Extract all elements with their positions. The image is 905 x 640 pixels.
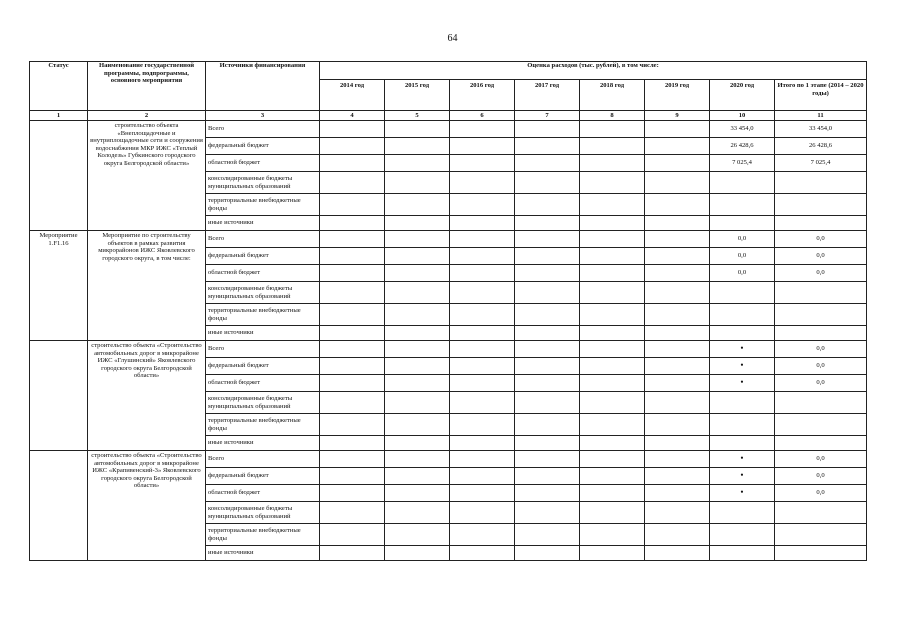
value-cell-empty [580,375,645,392]
value-cell-empty [450,304,515,326]
value-cell-empty [645,155,710,172]
header-year: 2019 год [645,80,710,111]
value-cell-empty [450,451,515,468]
value-cell-empty [580,216,645,231]
value-cell-empty [515,216,580,231]
value-cell-empty [580,248,645,265]
value-cell-empty [580,231,645,248]
value-total [775,326,867,341]
value-2020: 33 454,0 [710,121,775,138]
value-cell-empty [515,155,580,172]
value-cell-empty [645,468,710,485]
value-cell-empty [320,358,385,375]
value-cell-empty [645,194,710,216]
column-number: 4 [320,111,385,121]
value-cell-empty [450,485,515,502]
table-row [30,341,867,358]
value-cell-empty [450,326,515,341]
funding-source-label: иные источники [206,546,320,561]
value-2020: • [710,468,775,485]
value-total [775,502,867,524]
value-cell-empty [515,194,580,216]
header-year: 2016 год [450,80,515,111]
value-cell-empty [385,248,450,265]
value-cell-empty [385,194,450,216]
value-cell-empty [320,265,385,282]
value-cell-empty [450,468,515,485]
value-cell-empty [580,436,645,451]
value-cell-empty [385,231,450,248]
header-year: 2017 год [515,80,580,111]
value-cell-empty [320,304,385,326]
value-cell-empty [515,231,580,248]
funding-source-label: территориальные внебюджетные фонды [206,414,320,436]
row-activity-name: Мероприятие по строительству объектов в рамках развития микрорайонов ИЖС Яковлевского городского округа, в том числе: [88,231,206,341]
value-cell-empty [450,341,515,358]
value-cell-empty [645,231,710,248]
value-2020 [710,194,775,216]
funding-source-label: иные источники [206,216,320,231]
value-cell-empty [320,468,385,485]
value-cell-empty [450,231,515,248]
header-year: 2015 год [385,80,450,111]
value-cell-empty [515,248,580,265]
value-cell-empty [320,502,385,524]
value-cell-empty [320,172,385,194]
value-cell-empty [645,451,710,468]
value-total: 0,0 [775,451,867,468]
value-cell-empty [645,375,710,392]
value-2020 [710,436,775,451]
funding-source-label: Всего [206,231,320,248]
value-total [775,392,867,414]
column-number: 2 [88,111,206,121]
value-cell-empty [580,502,645,524]
value-cell-empty [645,282,710,304]
funding-source-label: иные источники [206,436,320,451]
value-2020: • [710,485,775,502]
value-cell-empty [450,194,515,216]
value-cell-empty [515,341,580,358]
value-2020 [710,524,775,546]
value-total: 0,0 [775,485,867,502]
funding-source-label: федеральный бюджет [206,138,320,155]
value-cell-empty [580,326,645,341]
value-cell-empty [385,265,450,282]
funding-source-label: консолидированные бюджеты муниципальных образований [206,172,320,194]
value-total [775,546,867,561]
value-cell-empty [385,155,450,172]
row-status: Мероприятие 1.F1.16 [30,231,88,341]
value-2020 [710,392,775,414]
value-cell-empty [580,392,645,414]
value-cell-empty [320,546,385,561]
header-estimate: Оценка расходов (тыс. рублей), в том числе: [320,62,867,80]
value-total [775,216,867,231]
value-total: 0,0 [775,341,867,358]
value-cell-empty [580,358,645,375]
value-cell-empty [580,121,645,138]
funding-source-label: консолидированные бюджеты муниципальных образований [206,282,320,304]
column-number: 6 [450,111,515,121]
value-cell-empty [385,546,450,561]
value-total: 26 428,6 [775,138,867,155]
value-cell-empty [645,358,710,375]
funding-source-label: территориальные внебюджетные фонды [206,194,320,216]
value-cell-empty [580,194,645,216]
value-cell-empty [580,155,645,172]
column-number: 8 [580,111,645,121]
value-cell-empty [645,524,710,546]
value-cell-empty [320,341,385,358]
value-2020: • [710,358,775,375]
header-name: Наименование государственной программы, подпрограммы, основного мероприятия [88,62,206,111]
value-cell-empty [580,341,645,358]
value-2020 [710,546,775,561]
value-2020 [710,304,775,326]
funding-source-label: федеральный бюджет [206,248,320,265]
value-2020: 7 025,4 [710,155,775,172]
value-total: 33 454,0 [775,121,867,138]
value-total: 0,0 [775,375,867,392]
value-cell-empty [645,546,710,561]
value-cell-empty [450,172,515,194]
column-number: 1 [30,111,88,121]
value-2020: 0,0 [710,265,775,282]
value-cell-empty [580,546,645,561]
row-activity-name: строительство объекта «Внеплощадочные и внутриплощадочные сети и сооружения водоснабжения МКР ИЖС «Теплый Колодезь» Губкинского городского округа Белгородской области» [88,121,206,231]
value-cell-empty [645,304,710,326]
funding-source-label: Всего [206,341,320,358]
funding-source-label: консолидированные бюджеты муниципальных образований [206,392,320,414]
value-total [775,282,867,304]
value-cell-empty [385,502,450,524]
value-cell-empty [515,414,580,436]
value-cell-empty [515,304,580,326]
value-cell-empty [385,451,450,468]
value-cell-empty [320,282,385,304]
value-2020 [710,172,775,194]
value-cell-empty [450,265,515,282]
value-cell-empty [450,436,515,451]
value-cell-empty [450,138,515,155]
header-year: 2018 год [580,80,645,111]
value-total [775,194,867,216]
value-cell-empty [580,138,645,155]
value-cell-empty [450,546,515,561]
funding-source-label: Всего [206,451,320,468]
value-cell-empty [515,468,580,485]
value-cell-empty [450,375,515,392]
value-cell-empty [385,392,450,414]
value-total: 0,0 [775,358,867,375]
expenditure-table [29,61,867,561]
value-cell-empty [580,304,645,326]
header-year: 2014 год [320,80,385,111]
value-cell-empty [645,216,710,231]
header-year: 2020 год [710,80,775,111]
header-status: Статус [30,62,88,111]
value-total: 0,0 [775,231,867,248]
funding-source-label: областной бюджет [206,265,320,282]
value-2020 [710,216,775,231]
value-cell-empty [515,436,580,451]
value-2020: • [710,375,775,392]
row-status [30,341,88,451]
value-cell-empty [515,138,580,155]
value-cell-empty [580,265,645,282]
funding-source-label: Всего [206,121,320,138]
value-cell-empty [515,172,580,194]
value-cell-empty [385,138,450,155]
value-2020: • [710,341,775,358]
value-cell-empty [320,138,385,155]
value-cell-empty [580,282,645,304]
value-2020: 0,0 [710,231,775,248]
value-total: 0,0 [775,248,867,265]
column-number: 5 [385,111,450,121]
value-cell-empty [645,265,710,282]
funding-source-label: областной бюджет [206,375,320,392]
value-total: 7 025,4 [775,155,867,172]
funding-source-label: федеральный бюджет [206,358,320,375]
value-cell-empty [645,436,710,451]
value-cell-empty [320,121,385,138]
value-cell-empty [450,358,515,375]
value-cell-empty [320,216,385,231]
value-total: 0,0 [775,265,867,282]
table-row [30,231,867,248]
value-cell-empty [320,326,385,341]
value-cell-empty [320,436,385,451]
value-2020 [710,326,775,341]
value-cell-empty [645,502,710,524]
value-cell-empty [385,468,450,485]
value-cell-empty [385,436,450,451]
value-cell-empty [385,121,450,138]
value-2020 [710,414,775,436]
value-2020: 26 428,6 [710,138,775,155]
value-cell-empty [320,375,385,392]
value-cell-empty [580,485,645,502]
funding-source-label: областной бюджет [206,155,320,172]
value-cell-empty [320,392,385,414]
funding-source-label: территориальные внебюджетные фонды [206,524,320,546]
value-cell-empty [580,524,645,546]
value-cell-empty [450,392,515,414]
value-cell-empty [385,414,450,436]
column-number: 10 [710,111,775,121]
value-cell-empty [515,375,580,392]
value-cell-empty [320,485,385,502]
value-cell-empty [385,358,450,375]
column-number: 3 [206,111,320,121]
value-2020: • [710,451,775,468]
value-cell-empty [515,524,580,546]
funding-source-label: консолидированные бюджеты муниципальных образований [206,502,320,524]
value-cell-empty [450,121,515,138]
value-cell-empty [515,451,580,468]
header-total: Итого по 1 этапе (2014 – 2020 годы) [775,80,867,111]
value-cell-empty [645,326,710,341]
value-cell-empty [385,172,450,194]
value-total [775,436,867,451]
value-cell-empty [645,138,710,155]
value-cell-empty [320,194,385,216]
value-cell-empty [515,546,580,561]
row-activity-name: строительство объекта «Строительство автомобильных дорог в микрорайоне ИЖС «Глушинский» Яковлевского городского округа Белгородской области» [88,341,206,451]
column-number: 7 [515,111,580,121]
value-cell-empty [385,326,450,341]
value-cell-empty [580,451,645,468]
table-row [30,121,867,138]
value-cell-empty [645,121,710,138]
value-cell-empty [320,248,385,265]
value-cell-empty [580,468,645,485]
value-2020 [710,282,775,304]
value-cell-empty [320,231,385,248]
value-2020 [710,502,775,524]
value-cell-empty [320,524,385,546]
value-cell-empty [450,216,515,231]
value-2020: 0,0 [710,248,775,265]
value-cell-empty [385,375,450,392]
row-activity-name: строительство объекта «Строительство автомобильных дорог в микрорайоне ИЖС «Крапивенский-3» Яковлевского городского округа Белгородской области» [88,451,206,561]
value-total [775,172,867,194]
value-cell-empty [320,451,385,468]
value-cell-empty [515,392,580,414]
page-number: 64 [447,33,458,44]
table-row [30,451,867,468]
value-cell-empty [385,485,450,502]
value-total [775,304,867,326]
value-cell-empty [385,304,450,326]
value-total [775,524,867,546]
value-cell-empty [580,414,645,436]
row-status [30,451,88,561]
value-total: 0,0 [775,468,867,485]
column-number: 9 [645,111,710,121]
value-cell-empty [450,414,515,436]
value-cell-empty [385,524,450,546]
value-total [775,414,867,436]
value-cell-empty [645,341,710,358]
value-cell-empty [450,502,515,524]
value-cell-empty [515,282,580,304]
row-status [30,121,88,231]
value-cell-empty [515,485,580,502]
value-cell-empty [515,358,580,375]
value-cell-empty [385,282,450,304]
value-cell-empty [515,265,580,282]
funding-source-label: федеральный бюджет [206,468,320,485]
header-sources: Источники финансирования [206,62,320,111]
value-cell-empty [385,341,450,358]
column-number: 11 [775,111,867,121]
table-body [30,121,867,561]
value-cell-empty [450,248,515,265]
funding-source-label: территориальные внебюджетные фонды [206,304,320,326]
value-cell-empty [450,282,515,304]
value-cell-empty [320,414,385,436]
funding-source-label: иные источники [206,326,320,341]
value-cell-empty [320,155,385,172]
value-cell-empty [450,524,515,546]
value-cell-empty [645,414,710,436]
value-cell-empty [645,485,710,502]
value-cell-empty [515,326,580,341]
value-cell-empty [645,248,710,265]
value-cell-empty [450,155,515,172]
value-cell-empty [515,502,580,524]
value-cell-empty [645,172,710,194]
value-cell-empty [385,216,450,231]
value-cell-empty [515,121,580,138]
funding-source-label: областной бюджет [206,485,320,502]
value-cell-empty [580,172,645,194]
value-cell-empty [645,392,710,414]
